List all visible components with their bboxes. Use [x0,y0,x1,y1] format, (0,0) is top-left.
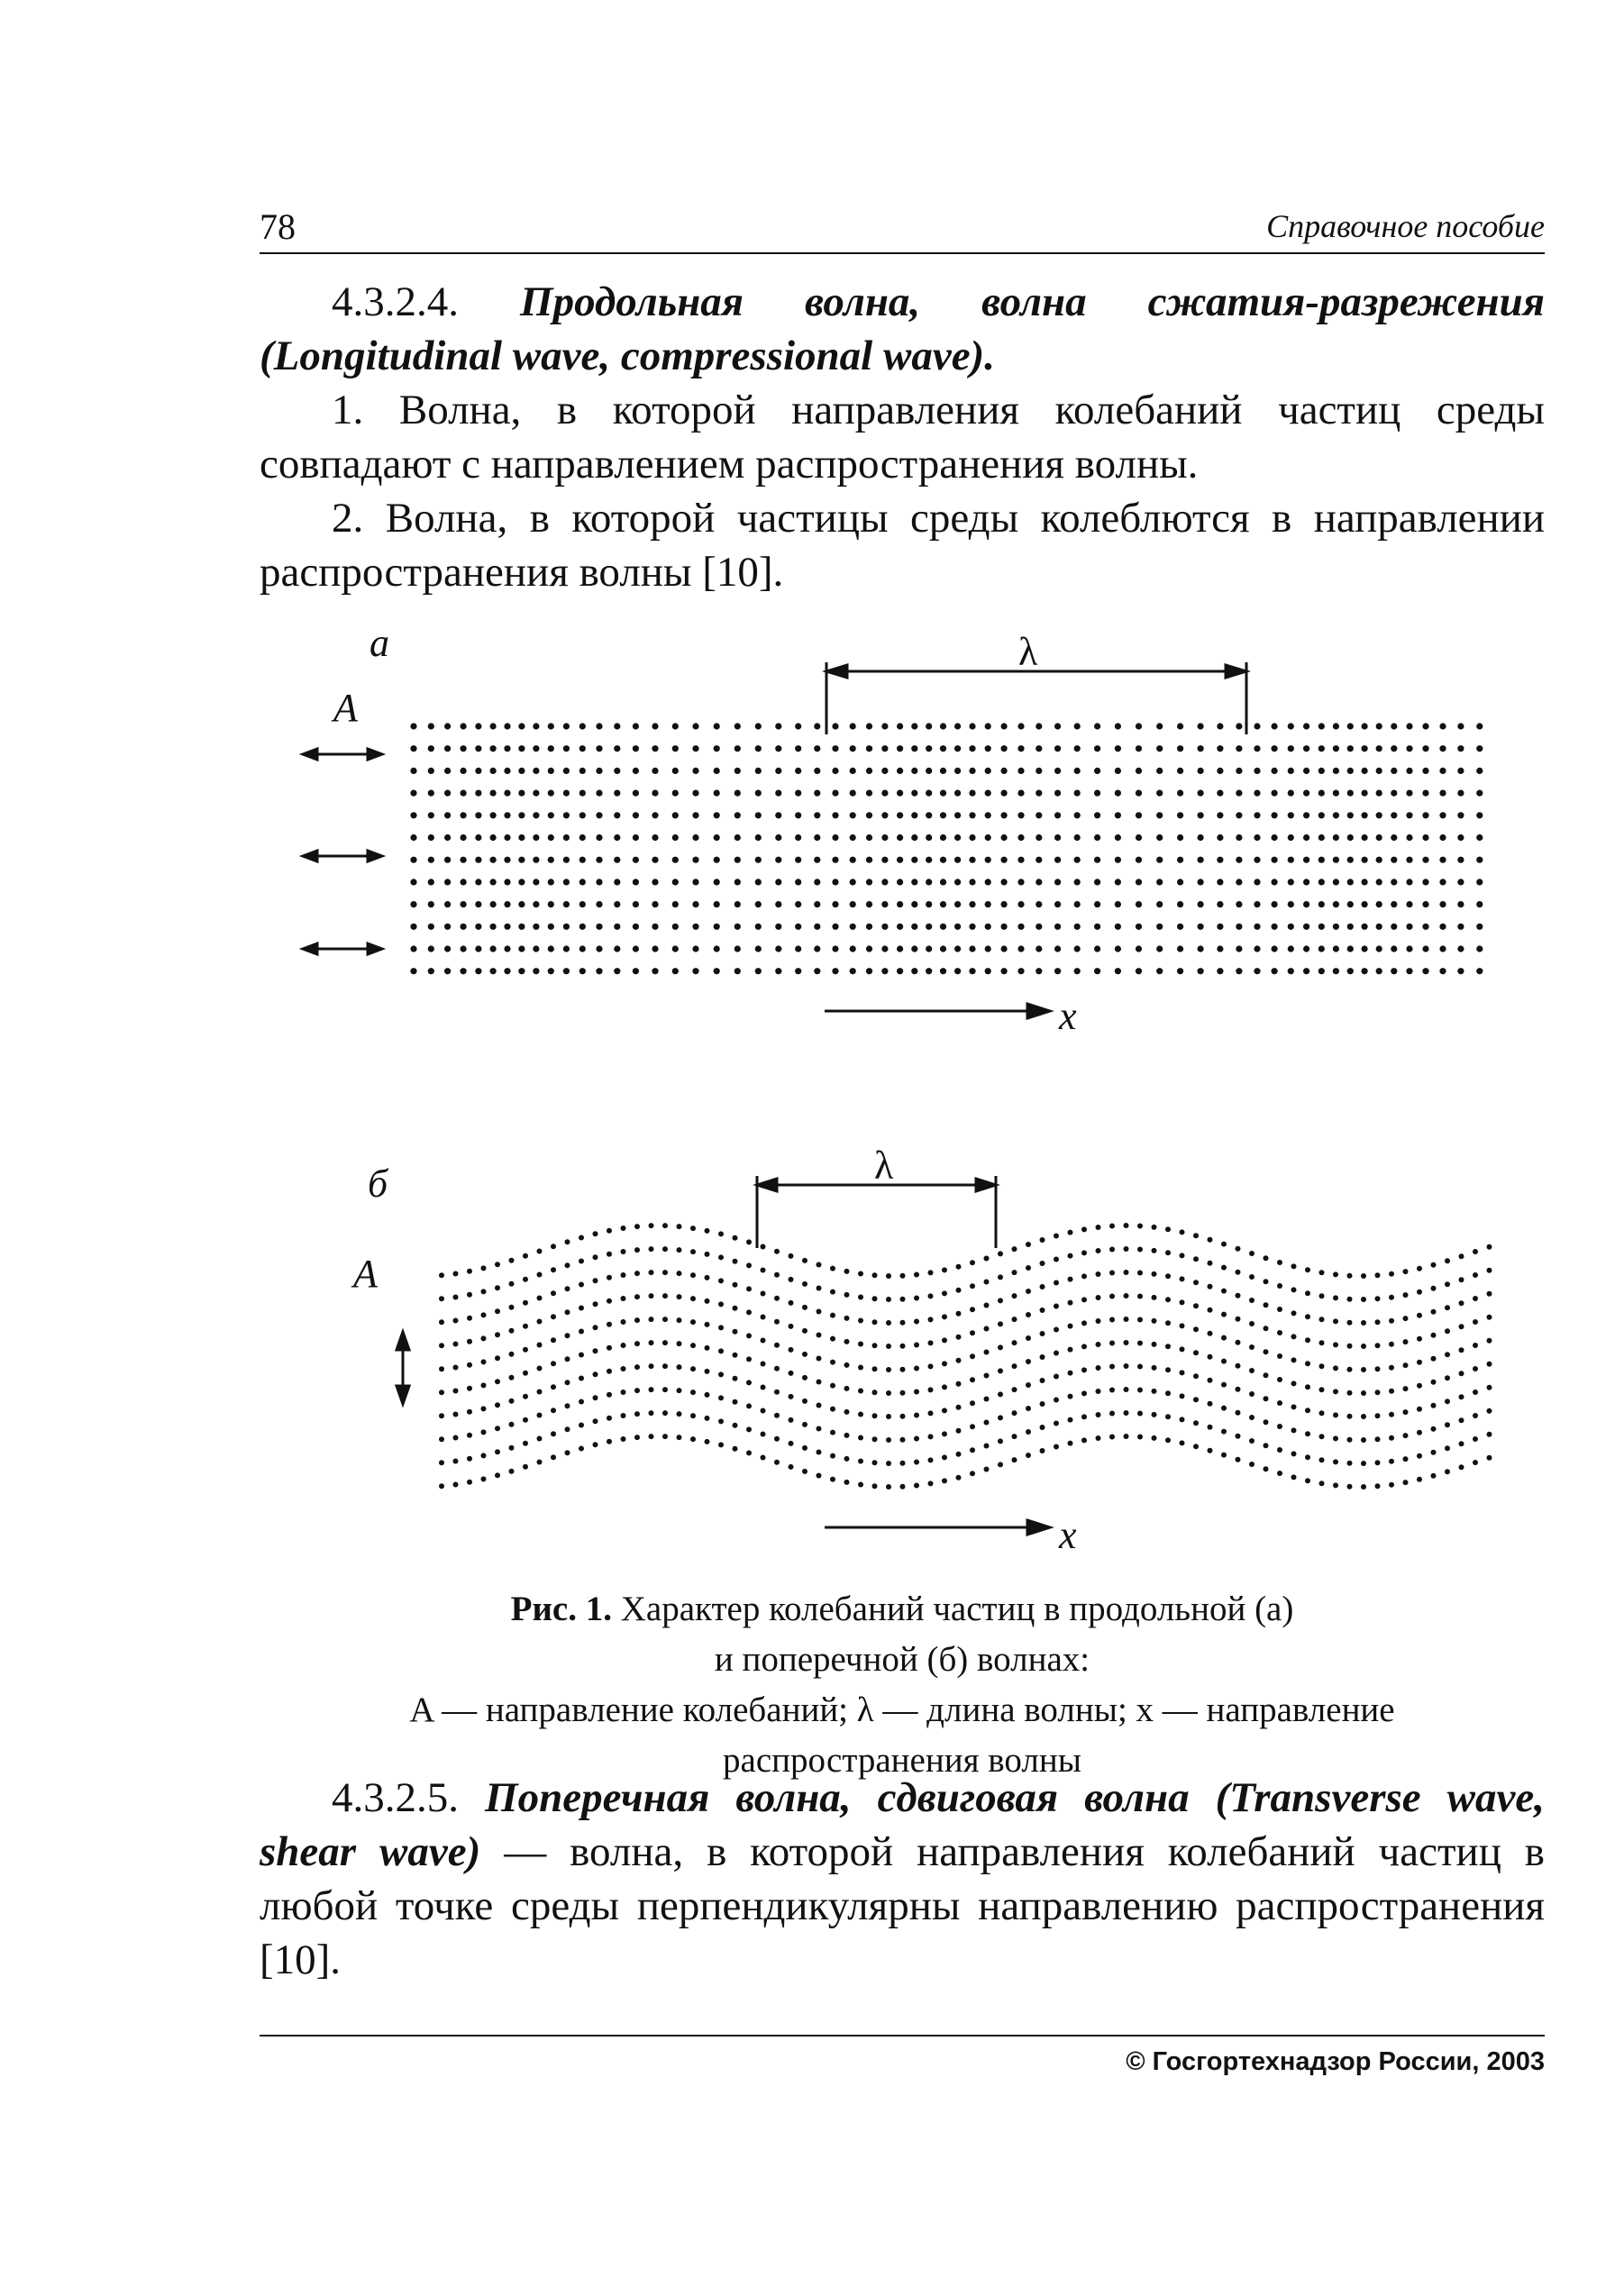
figure-panel-a [303,621,1483,1038]
panel-a-axis-label: x [1059,994,1077,1038]
section-4324-title: Продольная волна, волна сжатия-разрежения (Longitudinal wave, compressional wave). [260,278,1546,379]
panel-b-amplitude-arrow [397,1332,409,1404]
section-4324-number: 4.3.2.4. [332,278,459,325]
panel-b-label: б [368,1162,388,1206]
caption-line-1-text: Характер колебаний частиц в продольной (а) [620,1590,1294,1628]
panel-a-x-arrow [825,1004,1050,1018]
figure-panel-b [351,1144,1492,1557]
figure-caption [260,1584,1545,1786]
footer-rule [260,2035,1545,2037]
panel-b-x-arrow [825,1520,1050,1535]
panel-a-amplitude-label: A [333,686,358,730]
panel-b-particles [439,1223,1492,1490]
caption-line-3: A — направление колебаний; λ — длина волны; x — направление [409,1690,1395,1729]
section-4325 [260,1771,1545,1987]
section-4324-def2: 2. Волна, в которой частицы среды колеблются в направлении распространения волны [10]. [260,495,1545,596]
panel-a-amplitude-arrows [303,749,382,954]
section-4325-title: Поперечная волна, сдвиговая волна (Transverse wave, shear wave) [260,1774,1545,1875]
panel-a-lambda-label: λ [1018,630,1038,674]
section-4325-text: — волна, в которой направления колебаний частиц в любой точке среды перпендикулярны направлению распространения [10]. [260,1828,1545,1983]
page-number: 78 [260,206,296,247]
caption-number: Рис. 1. [510,1590,612,1628]
section-4324-def1: 1. Волна, в которой направления колебаний частиц среды совпадают с направлением распространения волны. [260,387,1545,487]
running-head: Справочное пособие [1266,208,1545,244]
caption-line-1 [260,1584,1545,1635]
section-4325-number: 4.3.2.5. [332,1774,459,1821]
panel-b-lambda-label: λ [874,1144,894,1188]
panel-b-amplitude-label: A [353,1252,378,1296]
caption-line-4: распространения волны [723,1741,1081,1780]
panel-b-axis-label: x [1059,1513,1077,1557]
caption-line-2: и поперечной (б) волнах: [714,1640,1090,1679]
panel-a-label: а [370,621,389,665]
panel-a-particles [410,723,1483,974]
copyright: © Госгортехнадзор России, 2003 [1126,2047,1545,2076]
section-4325-paragraph [260,1771,1545,1987]
